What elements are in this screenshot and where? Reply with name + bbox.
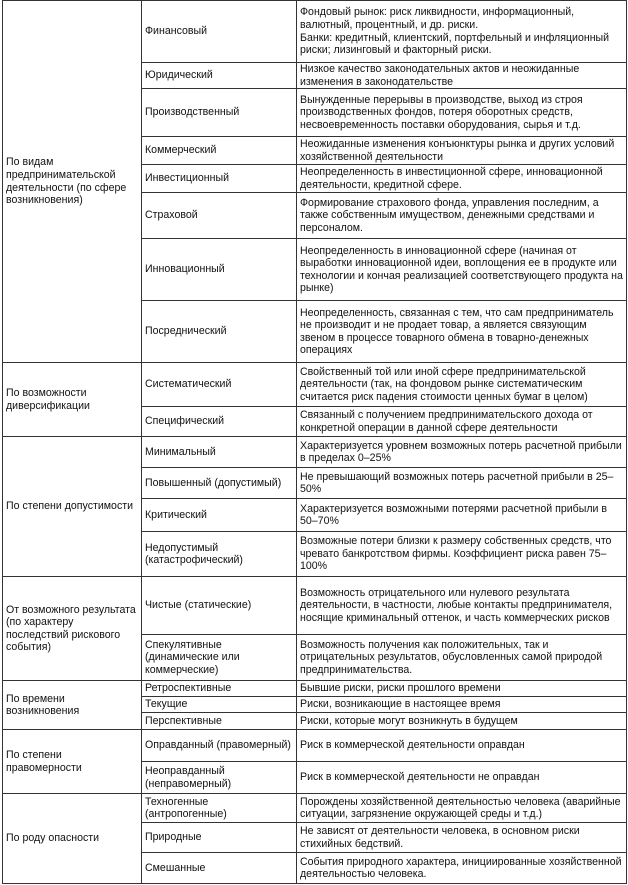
risk-type-cell: Страховой [142, 193, 297, 239]
risk-type-cell: Коммерческий [142, 137, 297, 165]
table-row [3, 437, 627, 468]
risk-description-cell: Формирование страхового фонда, управления последним, а также собственным имуществом, денежными средствами и персоналом. [297, 193, 627, 239]
table-row [3, 1, 627, 63]
risk-description-cell: Не зависят от деятельности человека, в основном риски стихийных бедствий. [297, 823, 627, 853]
risk-description-cell: Не превышающий возможных потерь расчетной прибыли в 25–50% [297, 468, 627, 499]
criterion-cell: По видам предпринимательской деятельности (по сфере возникновения) [3, 1, 142, 363]
description-line: Фондовый рынок: риск ликвидности, информационный, валютный, процентный, и др. риски. [300, 6, 575, 31]
risk-type-cell: Критический [142, 499, 297, 532]
risk-description-cell: Порождены хозяйственной деятельностью человека (аварийные ситуации, загрязнение окружающей среды и т.д.) [297, 794, 627, 823]
description-line: Банки: кредитный, клиентский, портфельный и инфляционный риски; лизинговый и факторный риски. [300, 31, 610, 57]
risk-type-cell: Текущие [142, 697, 297, 713]
risk-type-cell: Недопустимый (катастрофический) [142, 532, 297, 577]
table-row [3, 363, 627, 407]
risk-type-cell: Финансовый [142, 1, 297, 63]
risk-type-cell: Минимальный [142, 437, 297, 468]
risk-type-cell: Ретроспективные [142, 681, 297, 697]
risk-type-cell: Перспективные [142, 713, 297, 730]
risk-description-cell: Свойственный той или иной сфере предпринимательской деятельности (так, на фондовом рынке систематическим считается риск падения стоимости ценных бумаг в целом) [297, 363, 627, 407]
criterion-cell: По степени правомерности [3, 730, 142, 794]
risk-description-cell: Риски, которые могут возникнуть в будущем [297, 713, 627, 730]
risk-type-cell: Спекулятивные (динамические или коммерческие) [142, 635, 297, 681]
risk-type-cell: Инвестиционный [142, 165, 297, 193]
risk-description-cell: Возможные потери близки к размеру собственных средств, что чревато банкротством фирмы. Коэффициент риска равен 75–100% [297, 532, 627, 577]
table-row [3, 577, 627, 635]
risk-type-cell: Техногенные (антропогенные) [142, 794, 297, 823]
risk-description-cell: Риск в коммерческой деятельности не оправдан [297, 762, 627, 794]
risk-type-cell: Природные [142, 823, 297, 853]
criterion-cell: По времени возникновения [3, 681, 142, 730]
risk-description-cell: Риск в коммерческой деятельности оправдан [297, 730, 627, 762]
risk-description-cell: Риски, возникающие в настоящее время [297, 697, 627, 713]
risk-type-cell: Повышенный (допустимый) [142, 468, 297, 499]
risk-description-cell: Возможность получения как положительных, так и отрицательных результатов, обусловленных самой природой предпринимательства. [297, 635, 627, 681]
risk-type-cell: Оправданный (правомерный) [142, 730, 297, 762]
risk-description-cell: События природного характера, инициированные хозяйственной деятельностью человека. [297, 853, 627, 884]
criterion-cell: По степени допустимости [3, 437, 142, 577]
risk-description-cell: Характеризуется возможными потерями расчетной прибыли в 50–70% [297, 499, 627, 532]
risk-classification-table [2, 0, 627, 884]
table-row [3, 794, 627, 823]
risk-description-cell: Характеризуется уровнем возможных потерь расчетной прибыли в пределах 0–25% [297, 437, 627, 468]
criterion-cell: От возможного результата (по характеру последствий рискового события) [3, 577, 142, 681]
risk-description-cell: Вынужденные перерывы в производстве, выход из строя производственных фондов, потеря оборотных средств, несвоевременность поставки оборудования, сырья и т.д. [297, 89, 627, 137]
criterion-cell: По роду опасности [3, 794, 142, 884]
risk-description-cell: Возможность отрицательного или нулевого результата деятельности, в частности, любые контакты предпринимателя, носящие криминальный оттенок, и часть коммерческих рисков [297, 577, 627, 635]
risk-type-cell: Специфический [142, 407, 297, 437]
risk-description-cell: Низкое качество законодательных актов и неожиданные изменения в законодательстве [297, 63, 627, 89]
table-row [3, 730, 627, 762]
risk-description-cell: Связанный с получением предпринимательского дохода от конкретной операции в данной сфере деятельности [297, 407, 627, 437]
risk-type-cell: Систематический [142, 363, 297, 407]
table-row [3, 681, 627, 697]
risk-type-cell: Посреднический [142, 301, 297, 363]
risk-description-cell: Неожиданные изменения конъюнктуры рынка и других условий хозяйственной деятельности [297, 137, 627, 165]
criterion-cell: По возможности диверсификации [3, 363, 142, 437]
risk-type-cell: Неоправданный (неправомерный) [142, 762, 297, 794]
risk-type-cell: Инновационный [142, 239, 297, 301]
risk-description-cell [297, 1, 627, 63]
risk-description-cell: Неопределенность в инвестиционной сфере, инновационной деятельности, кредитной сфере. [297, 165, 627, 193]
risk-description-cell: Бывшие риски, риски прошлого времени [297, 681, 627, 697]
risk-type-cell: Смешанные [142, 853, 297, 884]
risk-description-cell: Неопределенность в инновационной сфере (начиная от выработки инновационной идеи, воплощения ее в продукте или технологии и кончая реализацией соответствующего продукта на рынке) [297, 239, 627, 301]
risk-type-cell: Чистые (статические) [142, 577, 297, 635]
risk-description-cell: Неопределенность, связанная с тем, что сам предприниматель не производит и не продает товар, а является связующим звеном в процессе товарного обмена в товарно-денежных операциях [297, 301, 627, 363]
risk-type-cell: Производственный [142, 89, 297, 137]
risk-type-cell: Юридический [142, 63, 297, 89]
